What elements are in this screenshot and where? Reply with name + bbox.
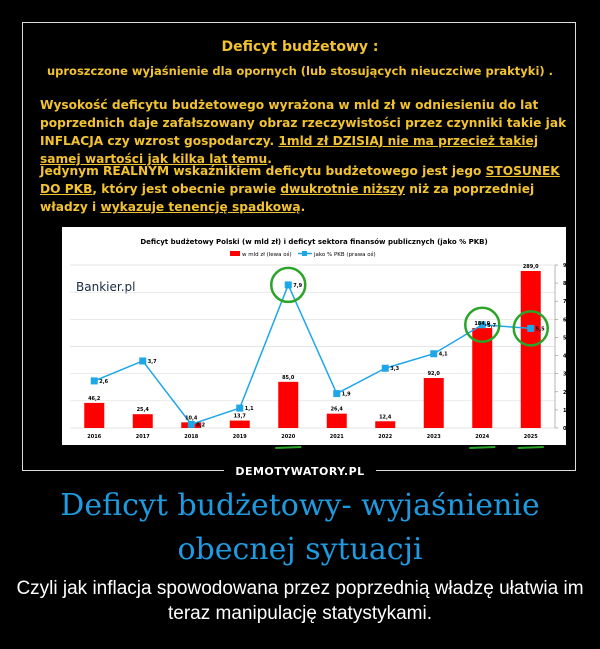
pkb-point-2022 (382, 365, 389, 372)
bar-2022 (375, 421, 395, 428)
y-left-tick: 150 (49, 344, 60, 351)
highlight-underline-2025 (518, 447, 544, 448)
meme-caption: Czyli jak inflacja spowodowana przez poprzednią władzę ułatwia im teraz manipulację statystykami. (16, 578, 584, 624)
bar-label: 25,4 (136, 407, 149, 414)
bar-label: 10,4 (185, 415, 198, 422)
bar-label: 13,7 (233, 413, 246, 420)
x-tick: 2021 (329, 434, 344, 440)
subheading: uproszczone wyjaśnienie dla opornych (lub stosujących nieuczciwe praktyki) . (46, 64, 554, 78)
y-right-tick: 0 (563, 426, 567, 432)
chart-title: Deficyt budżetowy Polski (w mld zł) i deficyt sektora finansów publicznych (jako % PKB) (140, 238, 488, 246)
bar-label: 85,0 (282, 374, 295, 381)
y-right-tick: 3 (563, 371, 567, 378)
bar-2023 (424, 378, 444, 428)
legend-bar-label: w mld zł (lewa oś) (242, 252, 292, 258)
y-right-tick: 1 (563, 407, 567, 414)
x-tick: 2020 (281, 434, 296, 440)
y-right-tick: 6 (563, 317, 567, 324)
pkb-label: 5,7 (487, 322, 497, 329)
pkb-label: 3,3 (390, 366, 400, 373)
pkb-label: 0,2 (196, 422, 206, 429)
bar-2019 (230, 421, 250, 428)
pkb-label: 2,6 (99, 378, 109, 385)
y-left-tick: 250 (49, 290, 60, 297)
y-right-tick: 9 (563, 263, 567, 269)
bankier-logo: Bankier.pl (76, 280, 136, 294)
pkb-label: 7,9 (293, 282, 303, 289)
x-tick: 2024 (475, 434, 490, 440)
highlight-underline-2020 (275, 447, 301, 448)
x-tick: 2018 (184, 434, 199, 440)
bar-2024 (472, 328, 492, 428)
bar-2016 (84, 403, 104, 428)
deficit-chart (49, 227, 567, 445)
legend-bar-swatch (230, 251, 240, 256)
y-right-tick: 7 (563, 299, 567, 306)
highlight-underline-2024 (469, 447, 495, 448)
bar-2017 (133, 414, 153, 428)
legend (230, 251, 376, 258)
pkb-label: 5,5 (535, 326, 545, 333)
y-left-tick: 0 (56, 426, 60, 432)
x-tick: 2019 (232, 434, 247, 440)
y-right-tick: 8 (563, 281, 567, 288)
legend-line-label: jako % PKB (prawa oś) (314, 252, 376, 258)
bar-label: 289,0 (522, 263, 539, 270)
bar-label: 92,0 (427, 371, 440, 378)
x-tick: 2023 (426, 434, 441, 440)
pkb-label: 1,1 (244, 406, 254, 413)
pkb-point-2021 (333, 390, 340, 397)
bar-2021 (327, 414, 347, 428)
pkb-label: 3,7 (147, 358, 157, 365)
bar-label: 26,4 (330, 406, 343, 413)
pkb-point-2018 (188, 421, 195, 428)
y-left-tick: 100 (49, 371, 60, 378)
bar-label: 184,0 (474, 321, 491, 328)
pkb-label: 4,1 (438, 351, 448, 358)
watermark: DEMOTYWATORY.PL (224, 464, 376, 480)
x-tick: 2016 (87, 434, 102, 440)
pkb-point-2020 (285, 281, 292, 288)
paragraph-1: Wysokość deficytu budżetowego wyrażona w mld zł w odniesieniu do lat poprzednich daje zafałszowany obraz rzeczywistości przez czynniki takie jak INFLACJA czy wzrost gospodarczy. 1mld zł DZISIAJ nie ma przecież takiej samej wartości jak kilka lat temu. (40, 98, 567, 166)
pkb-label: 1,9 (341, 391, 351, 398)
pkb-point-2016 (91, 377, 98, 384)
bar-label: 12,4 (379, 414, 392, 421)
y-right-tick: 4 (563, 353, 567, 360)
bar-2025 (521, 271, 541, 428)
x-tick: 2022 (378, 434, 393, 440)
pkb-point-2017 (139, 357, 146, 364)
x-tick: 2017 (135, 434, 150, 440)
paragraph-2: Jedynym REALNYM wskaźnikiem deficytu budżetowego jest jego STOSUNEK DO PKB, który jest obecnie prawie dwukrotnie niższy niż za poprzedniej władzy i wykazuje tenencję spadkową. (40, 164, 560, 214)
bar-2020 (278, 382, 298, 428)
x-tick: 2025 (523, 434, 538, 440)
bar-label: 46,2 (88, 395, 101, 402)
pkb-point-2023 (430, 350, 437, 357)
pkb-point-2019 (236, 405, 243, 412)
y-right-tick: 2 (563, 389, 567, 396)
y-left-tick: 300 (49, 263, 60, 269)
y-right-tick: 5 (563, 335, 567, 342)
pkb-point-2025 (527, 325, 534, 332)
heading: Deficyt budżetowy : (221, 39, 379, 55)
y-left-tick: 200 (49, 317, 60, 324)
meme-title: Deficyt budżetowy- wyjaśnienie obecnej sytuacji (60, 488, 540, 567)
y-left-tick: 50 (53, 398, 60, 405)
